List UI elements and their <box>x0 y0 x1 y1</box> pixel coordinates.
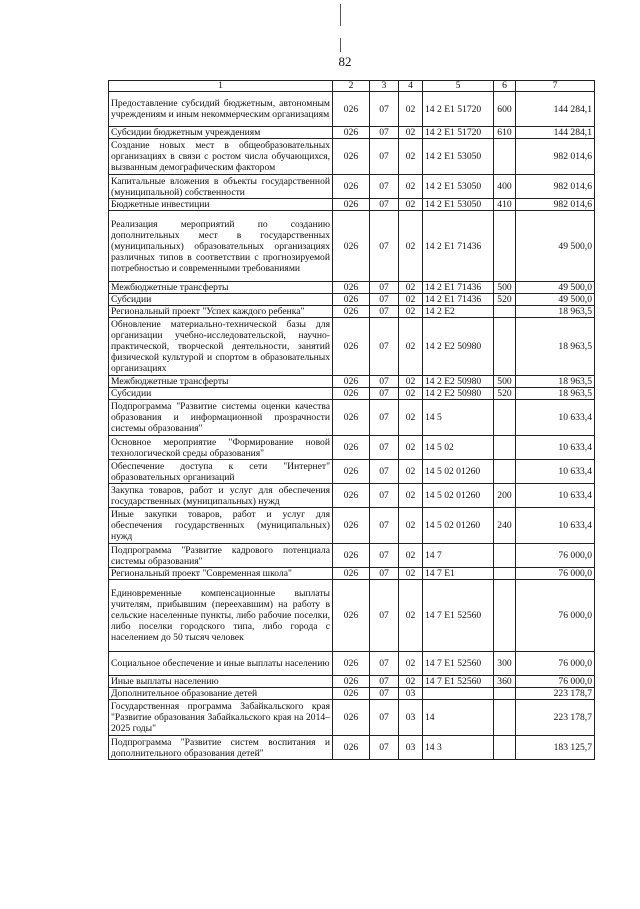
row-amount: 76 000,0 <box>516 544 595 568</box>
row-section-code: 07 <box>370 199 399 211</box>
row-subsection-code: 02 <box>399 460 423 484</box>
row-subsection-code: 02 <box>399 318 423 376</box>
header-col-3: 3 <box>370 81 399 92</box>
row-name: Реализация мероприятий по созданию дополнительных мест в государственных (муниципальных) образовательных организациях различных типов в соответствии с прогнозируемой потребностью и современными требованиями <box>109 211 333 282</box>
row-expense-type-code: 400 <box>494 175 516 199</box>
table-row <box>109 318 595 376</box>
row-grbs-code: 026 <box>333 199 370 211</box>
row-grbs-code: 026 <box>333 306 370 318</box>
row-section-code: 07 <box>370 460 399 484</box>
row-target-article-code: 14 2 E1 53050 <box>423 175 494 199</box>
row-target-article-code: 14 2 E1 53050 <box>423 199 494 211</box>
table-row <box>109 676 595 688</box>
row-amount: 144 284,1 <box>516 127 595 139</box>
table-row <box>109 294 595 306</box>
row-name: Субсидии <box>109 294 333 306</box>
row-name: Межбюджетные трансферты <box>109 282 333 294</box>
row-target-article-code: 14 3 <box>423 736 494 760</box>
row-expense-type-code: 610 <box>494 127 516 139</box>
row-name: Межбюджетные трансферты <box>109 376 333 388</box>
table-row <box>109 175 595 199</box>
row-subsection-code: 02 <box>399 282 423 294</box>
row-section-code: 07 <box>370 544 399 568</box>
row-subsection-code: 02 <box>399 436 423 460</box>
row-grbs-code: 026 <box>333 282 370 294</box>
row-expense-type-code: 240 <box>494 508 516 544</box>
row-name: Подпрограмма "Развитие кадрового потенциала системы образования" <box>109 544 333 568</box>
row-amount: 223 178,7 <box>516 700 595 736</box>
row-name: Государственная программа Забайкальского края "Развитие образования Забайкальского края на 2014–2025 годы" <box>109 700 333 736</box>
table-header-row <box>109 81 595 92</box>
row-grbs-code: 026 <box>333 139 370 175</box>
row-subsection-code: 02 <box>399 544 423 568</box>
row-subsection-code: 02 <box>399 400 423 436</box>
row-grbs-code: 026 <box>333 436 370 460</box>
row-section-code: 07 <box>370 282 399 294</box>
row-target-article-code: 14 2 E1 71436 <box>423 211 494 282</box>
row-expense-type-code: 500 <box>494 376 516 388</box>
header-col-2: 2 <box>333 81 370 92</box>
table-row <box>109 436 595 460</box>
row-target-article-code: 14 7 E1 <box>423 568 494 580</box>
scan-artifact-line-top <box>340 4 341 26</box>
row-grbs-code: 026 <box>333 652 370 676</box>
row-target-article-code: 14 2 E2 50980 <box>423 318 494 376</box>
table-body <box>109 92 595 760</box>
row-expense-type-code <box>494 436 516 460</box>
row-target-article-code: 14 2 E1 51720 <box>423 127 494 139</box>
row-target-article-code: 14 5 <box>423 400 494 436</box>
table-row <box>109 376 595 388</box>
row-section-code: 07 <box>370 652 399 676</box>
row-expense-type-code <box>494 139 516 175</box>
row-target-article-code: 14 7 E1 52560 <box>423 676 494 688</box>
row-subsection-code: 02 <box>399 294 423 306</box>
row-name: Обеспечение доступа к сети "Интернет" образовательных организаций <box>109 460 333 484</box>
row-target-article-code: 14 5 02 <box>423 436 494 460</box>
row-grbs-code: 026 <box>333 700 370 736</box>
row-name: Предоставление субсидий бюджетным, автономным учреждениям и иным некоммерческим организациям <box>109 92 333 127</box>
row-target-article-code: 14 5 02 01260 <box>423 508 494 544</box>
row-amount: 10 633,4 <box>516 508 595 544</box>
row-expense-type-code: 520 <box>494 294 516 306</box>
row-subsection-code: 03 <box>399 688 423 700</box>
row-expense-type-code: 200 <box>494 484 516 508</box>
row-name: Бюджетные инвестиции <box>109 199 333 211</box>
row-subsection-code: 03 <box>399 736 423 760</box>
row-section-code: 07 <box>370 436 399 460</box>
row-expense-type-code <box>494 568 516 580</box>
row-subsection-code: 02 <box>399 306 423 318</box>
row-expense-type-code: 410 <box>494 199 516 211</box>
row-name: Капитальные вложения в объекты государственной (муниципальной) собственности <box>109 175 333 199</box>
row-subsection-code: 02 <box>399 175 423 199</box>
row-target-article-code: 14 2 E2 50980 <box>423 376 494 388</box>
row-section-code: 07 <box>370 508 399 544</box>
row-amount: 76 000,0 <box>516 652 595 676</box>
row-grbs-code: 026 <box>333 676 370 688</box>
row-name: Подпрограмма "Развитие систем воспитания и дополнительного образования детей" <box>109 736 333 760</box>
row-subsection-code: 02 <box>399 376 423 388</box>
row-amount: 18 963,5 <box>516 306 595 318</box>
row-expense-type-code: 520 <box>494 388 516 400</box>
table-row <box>109 700 595 736</box>
row-name: Иные выплаты населению <box>109 676 333 688</box>
row-name: Региональный проект "Современная школа" <box>109 568 333 580</box>
table-row <box>109 652 595 676</box>
row-subsection-code: 02 <box>399 568 423 580</box>
row-target-article-code: 14 7 E1 52560 <box>423 652 494 676</box>
row-target-article-code: 14 5 02 01260 <box>423 460 494 484</box>
row-section-code: 07 <box>370 484 399 508</box>
table-row <box>109 400 595 436</box>
row-name: Иные закупки товаров, работ и услуг для обеспечения государственных (муниципальных) нужд <box>109 508 333 544</box>
row-section-code: 07 <box>370 568 399 580</box>
row-expense-type-code <box>494 544 516 568</box>
row-name: Закупка товаров, работ и услуг для обеспечения государственных (муниципальных) нужд <box>109 484 333 508</box>
row-section-code: 07 <box>370 388 399 400</box>
row-expense-type-code <box>494 700 516 736</box>
row-amount: 49 500,0 <box>516 211 595 282</box>
row-section-code: 07 <box>370 211 399 282</box>
table-row <box>109 508 595 544</box>
row-subsection-code: 03 <box>399 700 423 736</box>
row-name: Субсидии <box>109 388 333 400</box>
row-subsection-code: 02 <box>399 484 423 508</box>
row-amount: 49 500,0 <box>516 294 595 306</box>
row-name: Подпрограмма "Развитие системы оценки качества образования и информационной прозрачности системы образования" <box>109 400 333 436</box>
row-amount: 76 000,0 <box>516 568 595 580</box>
header-col-5: 5 <box>423 81 494 92</box>
row-subsection-code: 02 <box>399 652 423 676</box>
row-amount: 10 633,4 <box>516 484 595 508</box>
row-grbs-code: 026 <box>333 736 370 760</box>
row-grbs-code: 026 <box>333 568 370 580</box>
row-expense-type-code: 600 <box>494 92 516 127</box>
row-grbs-code: 026 <box>333 400 370 436</box>
row-grbs-code: 026 <box>333 508 370 544</box>
table-row <box>109 139 595 175</box>
row-amount: 76 000,0 <box>516 580 595 652</box>
table-row <box>109 282 595 294</box>
row-amount: 144 284,1 <box>516 92 595 127</box>
row-subsection-code: 02 <box>399 388 423 400</box>
table-row <box>109 460 595 484</box>
row-section-code: 07 <box>370 127 399 139</box>
row-target-article-code: 14 7 E1 52560 <box>423 580 494 652</box>
row-expense-type-code <box>494 211 516 282</box>
table-row <box>109 580 595 652</box>
row-amount: 18 963,5 <box>516 388 595 400</box>
row-amount: 76 000,0 <box>516 676 595 688</box>
row-amount: 18 963,5 <box>516 376 595 388</box>
row-grbs-code: 026 <box>333 92 370 127</box>
row-subsection-code: 02 <box>399 92 423 127</box>
row-grbs-code: 026 <box>333 388 370 400</box>
row-grbs-code: 026 <box>333 175 370 199</box>
row-section-code: 07 <box>370 294 399 306</box>
row-subsection-code: 02 <box>399 580 423 652</box>
header-col-6: 6 <box>494 81 516 92</box>
row-section-code: 07 <box>370 92 399 127</box>
row-section-code: 07 <box>370 376 399 388</box>
row-expense-type-code <box>494 460 516 484</box>
header-col-4: 4 <box>399 81 423 92</box>
scan-artifact-line-mid <box>340 38 341 52</box>
header-col-1: 1 <box>109 81 333 92</box>
header-col-7: 7 <box>516 81 595 92</box>
row-amount: 10 633,4 <box>516 400 595 436</box>
row-grbs-code: 026 <box>333 127 370 139</box>
row-name: Региональный проект "Успех каждого ребенка" <box>109 306 333 318</box>
row-grbs-code: 026 <box>333 544 370 568</box>
row-amount: 982 014,6 <box>516 175 595 199</box>
row-target-article-code: 14 2 E1 53050 <box>423 139 494 175</box>
row-name: Создание новых мест в общеобразовательных организациях в связи с ростом числа обучающихся, вызванным демографическим фактором <box>109 139 333 175</box>
table-row <box>109 127 595 139</box>
row-grbs-code: 026 <box>333 580 370 652</box>
row-grbs-code: 026 <box>333 211 370 282</box>
row-expense-type-code <box>494 688 516 700</box>
table-row <box>109 306 595 318</box>
row-expense-type-code <box>494 580 516 652</box>
row-name: Единовременные компенсационные выплаты учителям, прибывшим (переехавшим) на работу в сельские населенные пункты, либо рабочие поселки, либо поселки городского типа, либо города с населением до 50 тысяч человек <box>109 580 333 652</box>
row-expense-type-code <box>494 318 516 376</box>
row-amount: 49 500,0 <box>516 282 595 294</box>
table-row <box>109 211 595 282</box>
table-row <box>109 484 595 508</box>
row-target-article-code: 14 2 E1 71436 <box>423 294 494 306</box>
row-section-code: 07 <box>370 139 399 175</box>
table-row <box>109 544 595 568</box>
row-expense-type-code <box>494 306 516 318</box>
row-section-code: 07 <box>370 580 399 652</box>
table-row <box>109 199 595 211</box>
row-amount: 223 178,7 <box>516 688 595 700</box>
row-name: Субсидии бюджетным учреждениям <box>109 127 333 139</box>
row-section-code: 07 <box>370 688 399 700</box>
row-target-article-code: 14 2 E2 <box>423 306 494 318</box>
row-target-article-code: 14 2 E1 71436 <box>423 282 494 294</box>
table-row <box>109 92 595 127</box>
row-expense-type-code: 360 <box>494 676 516 688</box>
row-grbs-code: 026 <box>333 460 370 484</box>
row-section-code: 07 <box>370 676 399 688</box>
row-amount: 10 633,4 <box>516 436 595 460</box>
page-number: 82 <box>338 54 352 69</box>
row-grbs-code: 026 <box>333 688 370 700</box>
row-section-code: 07 <box>370 700 399 736</box>
row-section-code: 07 <box>370 318 399 376</box>
row-subsection-code: 02 <box>399 139 423 175</box>
row-grbs-code: 026 <box>333 376 370 388</box>
row-target-article-code: 14 7 <box>423 544 494 568</box>
row-expense-type-code: 500 <box>494 282 516 294</box>
row-name: Основное мероприятие "Формирование новой технологической среды образования" <box>109 436 333 460</box>
row-subsection-code: 02 <box>399 199 423 211</box>
row-amount: 18 963,5 <box>516 318 595 376</box>
row-name: Дополнительное образование детей <box>109 688 333 700</box>
row-grbs-code: 026 <box>333 484 370 508</box>
row-target-article-code: 14 5 02 01260 <box>423 484 494 508</box>
row-subsection-code: 02 <box>399 127 423 139</box>
row-target-article-code <box>423 688 494 700</box>
row-target-article-code: 14 2 E1 51720 <box>423 92 494 127</box>
row-expense-type-code: 300 <box>494 652 516 676</box>
row-section-code: 07 <box>370 736 399 760</box>
table-row <box>109 388 595 400</box>
row-section-code: 07 <box>370 400 399 436</box>
row-target-article-code: 14 2 E2 50980 <box>423 388 494 400</box>
row-subsection-code: 02 <box>399 676 423 688</box>
row-name: Обновление материально-технической базы для организации учебно-исследовательской, научно-практической, творческой деятельности, занятий физической культурой и спортом в образовательных организациях <box>109 318 333 376</box>
table-row <box>109 736 595 760</box>
row-expense-type-code <box>494 400 516 436</box>
row-subsection-code: 02 <box>399 211 423 282</box>
row-grbs-code: 026 <box>333 318 370 376</box>
row-grbs-code: 026 <box>333 294 370 306</box>
row-section-code: 07 <box>370 175 399 199</box>
row-amount: 183 125,7 <box>516 736 595 760</box>
row-amount: 982 014,6 <box>516 199 595 211</box>
row-amount: 10 633,4 <box>516 460 595 484</box>
row-section-code: 07 <box>370 306 399 318</box>
row-amount: 982 014,6 <box>516 139 595 175</box>
table-row <box>109 688 595 700</box>
row-target-article-code: 14 <box>423 700 494 736</box>
row-name: Социальное обеспечение и иные выплаты населению <box>109 652 333 676</box>
row-expense-type-code <box>494 736 516 760</box>
table-row <box>109 568 595 580</box>
budget-table <box>108 80 595 760</box>
row-subsection-code: 02 <box>399 508 423 544</box>
